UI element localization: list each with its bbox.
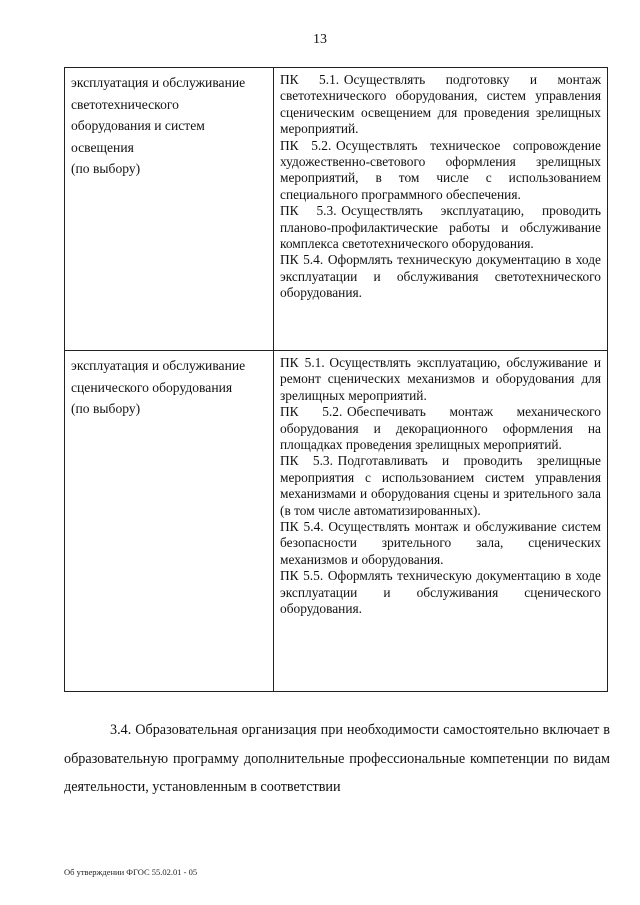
competency-code: ПК 5.1. <box>280 72 340 87</box>
competency-item <box>280 138 601 204</box>
competency-text: Оформлять техническую документацию в ходе эксплуатации и обслуживания светотехнического оборудования. <box>280 252 601 301</box>
competency-item <box>280 453 601 519</box>
competencies-table <box>64 67 608 692</box>
activity-line: оборудования и систем <box>71 118 205 133</box>
competency-item <box>280 355 601 404</box>
activity-line: освещения <box>71 139 134 155</box>
competency-code: ПК 5.3. <box>280 453 333 469</box>
competency-code: ПК 5.2. <box>280 404 343 420</box>
competency-text: Осуществлять монтаж и обслуживание систем безопасности зрительного зала, сценических механизмов и оборудования. <box>280 519 601 567</box>
competencies-cell <box>274 68 608 351</box>
competency-text: Обеспечивать монтаж механического оборудования и декорационного оформления на площадках проведения зрелищных мероприятий. <box>280 404 601 453</box>
competency-code: ПК 5.4. <box>280 252 324 268</box>
competency-code: ПК 5.3. <box>280 203 337 219</box>
competency-code: ПК 5.4. <box>280 519 324 535</box>
competency-text: Подготавливать и проводить зрелищные мероприятия с использованием систем управления механизмами и оборудования сцены и зрительного зала (в том числе автоматизированных). <box>280 453 601 518</box>
competency-text: Осуществлять эксплуатацию, проводить планово-профилактические работы и обслуживание комплекса светотехнического оборудования. <box>280 203 601 252</box>
competency-text: Осуществлять эксплуатацию, обслуживание и ремонт сценических механизмов и оборудования для зрелищных мероприятий. <box>280 355 601 403</box>
competency-code: ПК 5.5. <box>280 568 324 584</box>
body-paragraph: 3.4. Образовательная организация при необходимости самостоятельно включает в образовательную программу дополнительные профессиональные компетенции по видам деятельности, установленным в соответствии <box>64 722 610 795</box>
competency-item <box>280 519 601 568</box>
competency-text: Оформлять техническую документацию в ходе эксплуатации и обслуживания сценического оборудования. <box>280 568 601 617</box>
competency-item <box>280 72 601 138</box>
table-row <box>65 68 608 351</box>
competency-code: ПК 5.2. <box>280 137 332 153</box>
activity-line: эксплуатация и обслуживание <box>71 75 246 90</box>
competency-code: ПК 5.1. <box>280 355 325 370</box>
activity-cell <box>65 68 274 351</box>
activity-line: светотехнического <box>71 96 179 112</box>
competency-item <box>280 568 601 617</box>
activity-cell <box>65 351 274 692</box>
competency-item <box>280 203 601 252</box>
activity-line: эксплуатация и обслуживание <box>71 358 246 373</box>
activity-line: сценического оборудования <box>71 379 233 395</box>
competency-item <box>280 404 601 453</box>
competencies-cell <box>274 351 608 692</box>
table-row <box>65 351 608 692</box>
competency-text: Осуществлять техническое сопровождение художественно-светового оформления зрелищных мероприятий, в том числе с использованием специального программного обеспечения. <box>280 137 601 202</box>
competency-text: Осуществлять подготовку и монтаж светотехнического оборудования, систем управления сценическим освещением для проведения зрелищных мероприятий. <box>280 72 601 137</box>
footer-note: Об утверждении ФГОС 55.02.01 - 05 <box>64 867 198 877</box>
activity-line: (по выбору) <box>71 401 141 416</box>
page-number: 13 <box>313 32 327 47</box>
competency-item <box>280 252 601 301</box>
activity-line: (по выбору) <box>71 161 141 176</box>
